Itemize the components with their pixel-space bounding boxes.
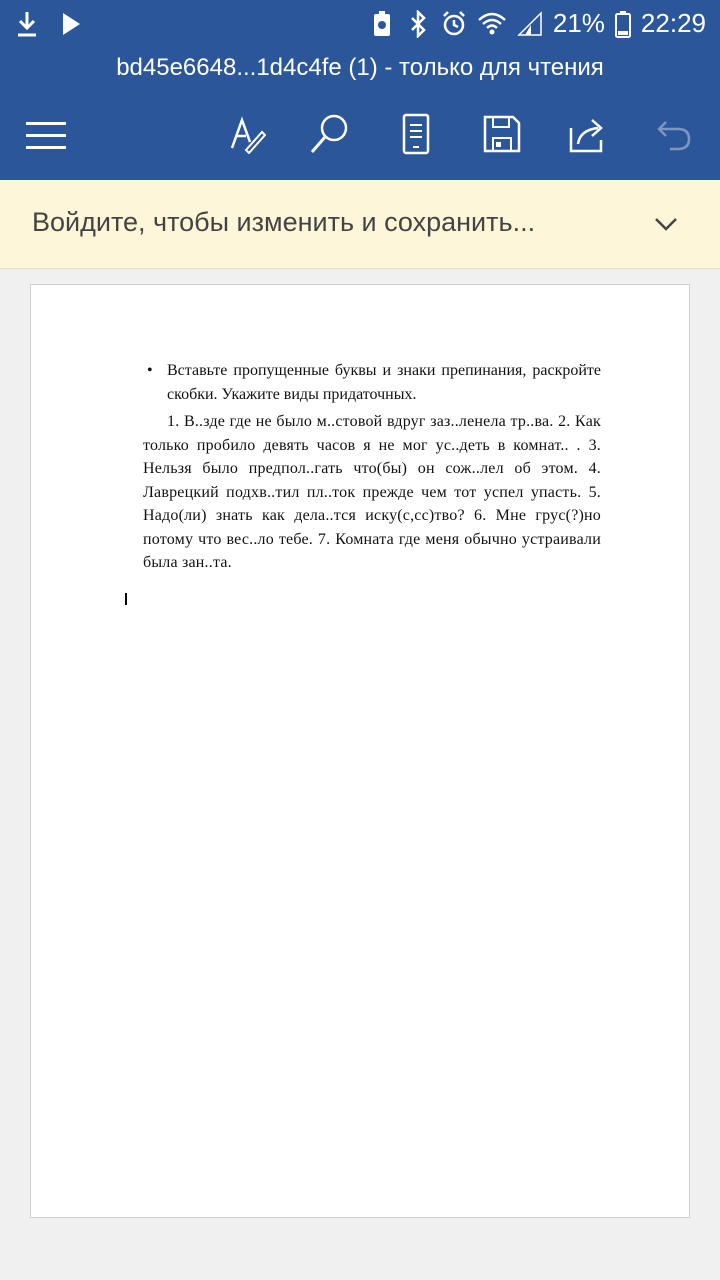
text-cursor [125, 593, 127, 605]
menu-icon[interactable] [26, 122, 66, 158]
sign-in-banner[interactable] [0, 180, 720, 269]
alarm-icon [441, 10, 467, 38]
app-header [0, 0, 720, 180]
clock: 22:29 [640, 8, 706, 38]
bluetooth-icon [405, 10, 431, 38]
battery-percentage: 21% [552, 8, 605, 38]
battery-saver-icon [369, 10, 395, 38]
battery-icon [615, 10, 631, 38]
instruction-text [143, 359, 601, 406]
search-icon[interactable] [306, 110, 354, 158]
play-icon [58, 10, 84, 38]
document-title: bd45e6648...1d4c4fe (1) - только для чтения [116, 54, 604, 81]
sign-in-message: Войдите, чтобы изменить и сохранить... [32, 207, 536, 237]
exercise-block [143, 359, 601, 575]
status-bar [0, 0, 720, 50]
instruction-content: Вставьте пропущенные буквы и знаки препинания, раскройте скобки. Укажите виды придаточных. [167, 362, 601, 403]
save-icon[interactable] [478, 110, 526, 158]
wifi-icon [477, 10, 507, 38]
draw-icon[interactable] [222, 110, 270, 158]
mobile-view-icon[interactable] [392, 110, 440, 158]
chevron-down-icon[interactable] [652, 210, 680, 238]
bullet-point: • [147, 362, 153, 379]
exercise-body: 1. В..зде где не было м..стовой вдруг заз..ленела тр..ва. 2. Как только пробило девять часов я не мог ус..деть в комнат.. . 3. Нельзя было предпол..гать что(бы) он сож..лел об этом. 4. Лаврецкий подхв..тил пл..ток прежде чем тот успел упасть. 5. Надо(ли) знать как дела..тся иску(с,сс)тво? 6. Мне грус(?)но потому что вес..ло тебе. 7. Комната где меня обычно устраивали была зан..та. [143, 413, 601, 571]
download-icon [14, 10, 40, 38]
signal-icon [517, 10, 543, 38]
document-page[interactable] [30, 284, 690, 1218]
toolbar [0, 110, 720, 160]
undo-icon[interactable] [650, 110, 698, 158]
share-icon[interactable] [564, 110, 612, 158]
